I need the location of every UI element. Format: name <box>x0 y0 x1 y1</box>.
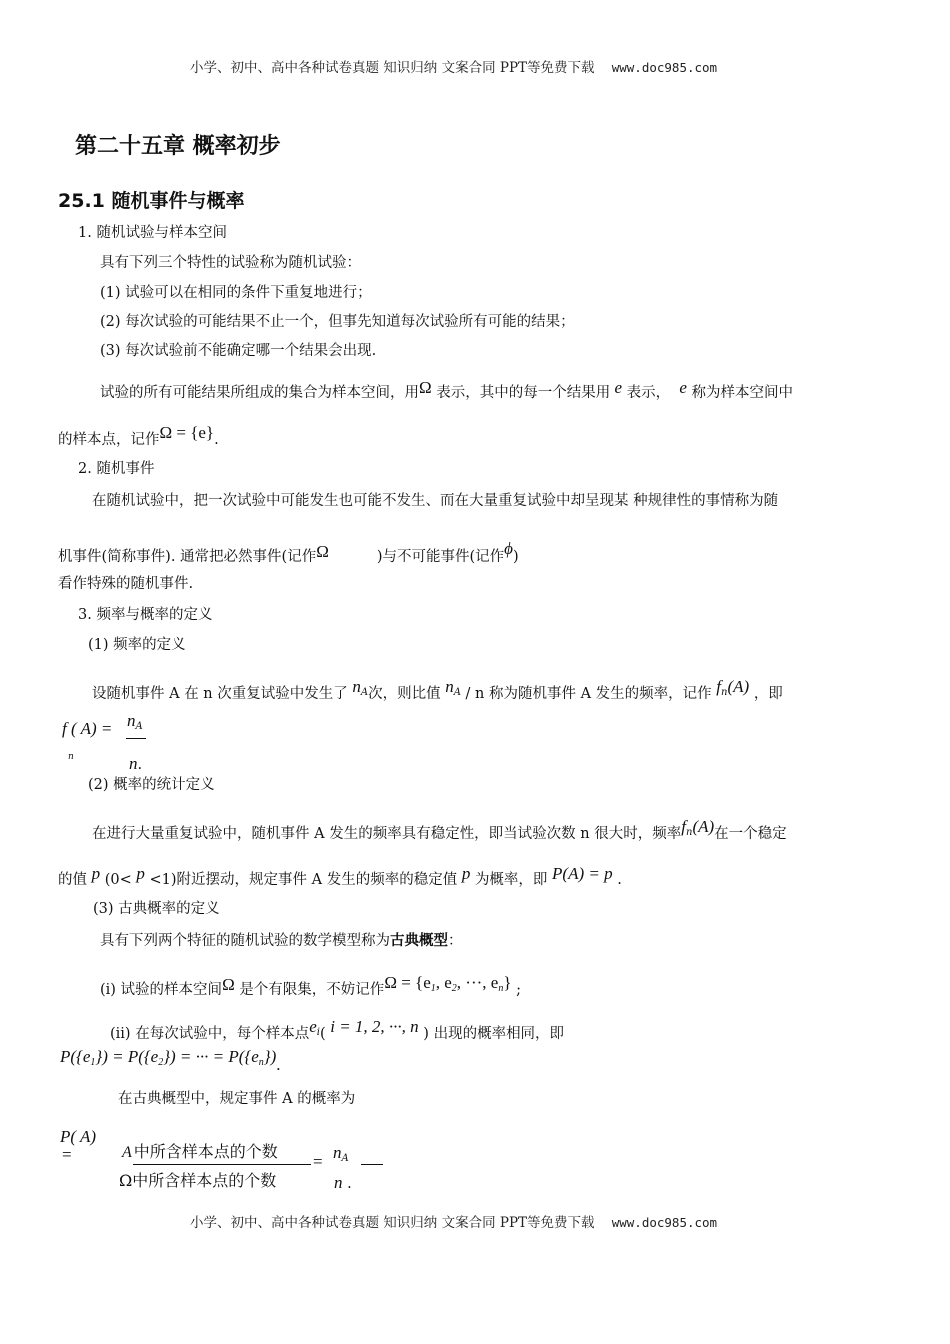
subscript: A <box>341 1153 349 1164</box>
omega-symbol: Ω <box>222 975 235 994</box>
text: <1)附近摆动，规定事件 A 发生的频率的稳定值 <box>149 872 458 888</box>
p-symbol: p <box>461 864 471 883</box>
text: ( <box>319 1026 326 1042</box>
e-symbol: e <box>309 1017 317 1036</box>
subscript: A <box>453 687 461 698</box>
fraction-bar <box>133 1164 311 1165</box>
n-symbol: n <box>352 677 361 696</box>
text: Ω = {e <box>384 973 431 992</box>
omega-symbol: Ω <box>419 378 432 397</box>
classic-PA: P( A) <box>60 1127 97 1146</box>
subscript: 2 <box>451 983 457 994</box>
s2-para-3: 看作特殊的随机事件. <box>58 576 194 592</box>
header-text: 小学、初中、高中各种试卷真题 知识归纳 文案合同 PPT等免费下载 <box>190 60 595 76</box>
text: (A) <box>692 817 715 836</box>
fraction-bar <box>361 1164 383 1165</box>
text: 的值 <box>58 872 87 888</box>
s1-para-1 <box>100 378 793 403</box>
classic-eq-2: = <box>313 1152 323 1171</box>
s1-intro: 具有下列三个特性的试验称为随机试验： <box>100 255 361 271</box>
subscript: n <box>721 687 728 698</box>
text: 中所含样本点的个数 <box>133 1142 278 1161</box>
s1-heading: 1. 随机试验与样本空间 <box>78 225 227 241</box>
subscript: 1 <box>430 983 436 994</box>
s1-item-3: (3) 每次试验前不能确定哪一个结果会出现. <box>100 343 377 359</box>
s3-sub2: (2) 概率的统计定义 <box>88 777 215 793</box>
e-symbol: e <box>614 378 623 397</box>
bold-term: 古典概型 <box>390 933 448 949</box>
header-site: www.doc985.com <box>611 60 718 75</box>
p-symbol: p <box>136 864 145 883</box>
subscript: 2 <box>158 1057 164 1068</box>
text: 次，则比值 <box>368 686 441 702</box>
s3-stat-para-2 <box>58 864 622 890</box>
s3-sub3: (3) 古典概率的定义 <box>93 901 220 917</box>
subscript: n <box>685 827 693 838</box>
freq-formula-lhs: f ( A) = <box>62 719 113 738</box>
freq-numerator <box>127 711 143 737</box>
p-symbol: p <box>91 864 101 883</box>
classic-n <box>334 1173 352 1194</box>
text: . <box>347 1176 352 1192</box>
text: ) <box>512 549 519 565</box>
text: 表示，其中的每一个结果用 <box>436 385 611 401</box>
text: 在一个稳定 <box>714 826 787 842</box>
subscript: n <box>258 1057 264 1068</box>
equal-probability-formula <box>60 1047 280 1075</box>
s3-classic-intro <box>100 931 463 951</box>
freq-subscript-n: n <box>68 752 74 762</box>
s3-heading: 3. 频率与概率的定义 <box>78 607 213 623</box>
s2-para-1: 在随机试验中，把一次试验中可能发生也可能不发生、而在大量重复试验中却呈现某 种规律性的事情称为随 <box>92 493 779 509</box>
page-header <box>190 58 717 78</box>
s2-heading: 2. 随机事件 <box>78 461 155 477</box>
index-range: i = 1, 2, ···, n <box>330 1017 419 1036</box>
s3-freq-para <box>92 677 783 704</box>
text: ，即 <box>753 686 783 702</box>
classic-eq: = <box>62 1145 72 1164</box>
text: }) = P({e <box>95 1047 159 1066</box>
text: 试验的所有可能结果所组成的集合为样本空间，用 <box>100 385 419 401</box>
n-symbol: n <box>333 1143 342 1162</box>
s2-para-2 <box>58 539 519 567</box>
text: ; <box>516 982 521 998</box>
text: ： <box>448 933 463 949</box>
classic-nA <box>333 1143 349 1169</box>
text: , e <box>435 973 452 992</box>
text: 是个有限集，不妨记作 <box>239 982 385 998</box>
text: 设随机事件 A 在 n 次重复试验中发生了 <box>92 686 348 702</box>
text: . <box>276 1055 281 1074</box>
omega-set-formula: Ω = {e} <box>159 423 215 442</box>
n-symbol: n <box>129 754 138 773</box>
text: 机事件(简称事件). 通常把必然事件(记作 <box>58 549 317 565</box>
omega-symbol: Ω <box>316 542 329 561</box>
text: 表示， <box>626 385 671 401</box>
s3-stat-para-1 <box>92 817 787 844</box>
text: . <box>137 757 143 773</box>
text: / n 称为随机事件 A 发生的频率，记作 <box>465 686 712 702</box>
text: }) = ··· = P({e <box>163 1047 259 1066</box>
subscript: A <box>360 687 369 698</box>
s1-para-2 <box>58 423 219 450</box>
freq-denominator <box>129 754 142 775</box>
text: (0< <box>104 872 132 888</box>
classic-denominator: Ω中所含样本点的个数 <box>119 1171 277 1190</box>
text: (i) 试验的样本空间 <box>100 982 223 998</box>
text: ) 出现的概率相同，即 <box>423 1026 565 1042</box>
f-symbol: f <box>681 817 686 836</box>
text: (A) <box>727 677 750 696</box>
s3-sub1: (1) 频率的定义 <box>88 637 186 653</box>
text: } <box>503 973 512 992</box>
text: 在进行大量重复试验中，随机事件 A 发生的频率具有稳定性，即当试验次数 n 很大时，频率 <box>92 826 682 842</box>
text: P({e <box>60 1047 91 1066</box>
n-symbol: n <box>334 1173 343 1192</box>
s3-classic-def: 在古典概型中，规定事件 A 的概率为 <box>118 1091 356 1107</box>
fraction-bar <box>126 738 146 739</box>
text: . <box>214 432 219 448</box>
chapter-title: 第二十五章 概率初步 <box>75 133 281 159</box>
footer-site: www.doc985.com <box>611 1215 718 1230</box>
s1-item-2: (2) 每次试验的可能结果不止一个，但事先知道每次试验所有可能的结果； <box>100 314 575 330</box>
page-footer <box>190 1213 717 1233</box>
text: 的样本点，记作 <box>58 432 160 448</box>
section-title: 25.1 随机事件与概率 <box>58 190 245 212</box>
e-symbol: e <box>679 378 687 397</box>
phi-symbol: ϕ <box>504 539 513 558</box>
text: )与不可能事件(记作 <box>376 549 505 565</box>
subscript: A <box>135 721 143 732</box>
classic-numerator: A 中所含样本点的个数 <box>122 1142 278 1161</box>
text: 称为样本空间中 <box>691 385 794 401</box>
n-symbol: n <box>445 677 454 696</box>
text: . <box>617 872 622 888</box>
n-symbol: n <box>127 711 136 730</box>
text: (ii) 在每次试验中，每个样本点 <box>110 1026 310 1042</box>
probability-formula: P(A) = p <box>552 864 613 883</box>
text: 为概率，即 <box>474 872 548 888</box>
s1-item-1: (1) 试验可以在相同的条件下重复地进行； <box>100 285 372 301</box>
subscript: i <box>316 1027 320 1038</box>
text: 具有下列两个特征的随机试验的数学模型称为 <box>100 933 390 949</box>
f-symbol: f <box>716 677 722 696</box>
s3-item-i <box>100 973 521 1000</box>
footer-text: 小学、初中、高中各种试卷真题 知识归纳 文案合同 PPT等免费下载 <box>190 1215 595 1231</box>
subscript: n <box>498 983 504 994</box>
subscript: 1 <box>90 1057 96 1068</box>
text: , ···, e <box>456 973 499 992</box>
s3-item-ii <box>110 1017 564 1044</box>
text: }) <box>263 1047 277 1066</box>
